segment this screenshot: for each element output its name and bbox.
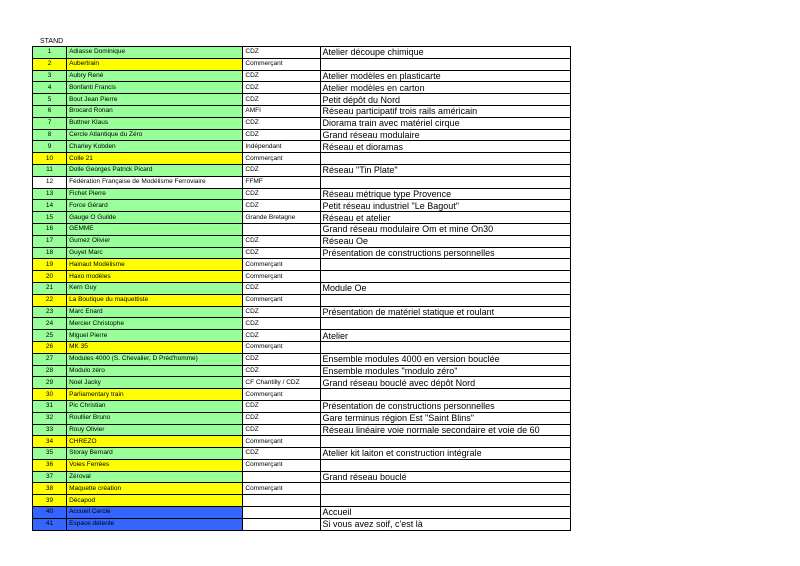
exhibitor-name-cell: Espace détente: [67, 518, 243, 530]
table-row: [33, 271, 571, 283]
exhibitor-name-cell: Buttner Klaus: [67, 117, 243, 129]
exhibitor-name-cell: Gumez Olivier: [67, 235, 243, 247]
exhibitor-type-cell: Commerçant: [243, 58, 320, 70]
stand-number-cell: 20: [33, 271, 67, 283]
exhibitor-type-cell: CF Chantilly / CDZ: [243, 377, 320, 389]
exhibit-description-cell: Grand réseau modulaire: [320, 129, 570, 141]
exhibit-description-cell: Réseau et atelier: [320, 212, 570, 224]
exhibit-description-cell: Réseau Oe: [320, 235, 570, 247]
table-row: [33, 82, 571, 94]
exhibitor-name-cell: Charley Kobden: [67, 141, 243, 153]
exhibitor-name-cell: Marc Enard: [67, 306, 243, 318]
exhibitor-type-cell: CDZ: [243, 70, 320, 82]
exhibitor-type-cell: CDZ: [243, 400, 320, 412]
table-row: [33, 94, 571, 106]
exhibit-description-cell: Ensemble modules 4000 en version bouclée: [320, 353, 570, 365]
exhibitor-name-cell: Parliamentary train: [67, 389, 243, 401]
exhibitor-name-cell: Guyet Marc: [67, 247, 243, 259]
table-row: [33, 294, 571, 306]
exhibitor-name-cell: CHREZO: [67, 436, 243, 448]
table-row: [33, 200, 571, 212]
exhibit-description-cell: [320, 153, 570, 165]
exhibitor-type-cell: CDZ: [243, 330, 320, 342]
stand-number-cell: 25: [33, 330, 67, 342]
table-row: [33, 70, 571, 82]
exhibit-description-cell: Diorama train avec matériel cirque: [320, 117, 570, 129]
exhibitor-type-cell: Commerçant: [243, 271, 320, 283]
table-row: [33, 483, 571, 495]
stand-number-cell: 21: [33, 282, 67, 294]
stand-number-cell: 34: [33, 436, 67, 448]
exhibit-description-cell: [320, 271, 570, 283]
exhibitor-type-cell: Indépendant: [243, 141, 320, 153]
stand-number-cell: 37: [33, 471, 67, 483]
exhibitor-name-cell: Zéroval: [67, 471, 243, 483]
exhibit-description-cell: [320, 58, 570, 70]
table-row: [33, 377, 571, 389]
exhibit-description-cell: Atelier modèles en plasticarte: [320, 70, 570, 82]
exhibitor-type-cell: CDZ: [243, 353, 320, 365]
table-row: [33, 223, 571, 235]
exhibitor-name-cell: Pic Christian: [67, 400, 243, 412]
stand-number-cell: 14: [33, 200, 67, 212]
table-row: [33, 341, 571, 353]
exhibit-description-cell: Atelier découpe chimique: [320, 47, 570, 59]
exhibit-description-cell: Présentation de matériel statique et roulant: [320, 306, 570, 318]
exhibitor-type-cell: Commerçant: [243, 294, 320, 306]
table-row: [33, 436, 571, 448]
exhibit-description-cell: [320, 459, 570, 471]
table-row: [33, 282, 571, 294]
exhibit-description-cell: Réseau métrique type Provence: [320, 188, 570, 200]
exhibitor-type-cell: FFMF: [243, 176, 320, 188]
table-row: [33, 400, 571, 412]
table-row: [33, 235, 571, 247]
exhibitor-name-cell: Adiasse Dominique: [67, 47, 243, 59]
stand-number-cell: 17: [33, 235, 67, 247]
stand-number-cell: 15: [33, 212, 67, 224]
table-row: [33, 47, 571, 59]
table-row: [33, 365, 571, 377]
exhibitor-name-cell: Force Gérard: [67, 200, 243, 212]
stand-number-cell: 32: [33, 412, 67, 424]
table-row: [33, 448, 571, 460]
stand-number-cell: 9: [33, 141, 67, 153]
stand-number-cell: 29: [33, 377, 67, 389]
exhibitor-type-cell: AMFI: [243, 105, 320, 117]
stand-number-cell: 10: [33, 153, 67, 165]
exhibit-description-cell: Si vous avez soif, c'est là: [320, 518, 570, 530]
exhibit-description-cell: Accueil: [320, 507, 570, 519]
exhibitor-name-cell: Colle 21: [67, 153, 243, 165]
stand-number-cell: 2: [33, 58, 67, 70]
exhibitor-name-cell: Aubry René: [67, 70, 243, 82]
table-row: [33, 117, 571, 129]
table-row: [33, 495, 571, 507]
stand-number-cell: 13: [33, 188, 67, 200]
exhibit-description-cell: [320, 259, 570, 271]
exhibitor-type-cell: CDZ: [243, 94, 320, 106]
exhibitor-name-cell: Modules 4000 (S. Chevalier, D Préd'homme): [67, 353, 243, 365]
exhibit-description-cell: Grand réseau modulaire Om et mine On30: [320, 223, 570, 235]
exhibitor-name-cell: Miguel Pierre: [67, 330, 243, 342]
stand-number-cell: 40: [33, 507, 67, 519]
exhibit-description-cell: [320, 495, 570, 507]
exhibitor-type-cell: [243, 223, 320, 235]
table-row: [33, 247, 571, 259]
exhibit-description-cell: Petit dépôt du Nord: [320, 94, 570, 106]
exhibitor-name-cell: Mercier Christophe: [67, 318, 243, 330]
stand-number-cell: 22: [33, 294, 67, 306]
stand-number-cell: 24: [33, 318, 67, 330]
exhibitor-type-cell: CDZ: [243, 365, 320, 377]
exhibitor-type-cell: CDZ: [243, 247, 320, 259]
exhibit-description-cell: Ensemble modules "modulo zéro": [320, 365, 570, 377]
stand-number-cell: 33: [33, 424, 67, 436]
table-row: [33, 507, 571, 519]
stand-number-cell: 5: [33, 94, 67, 106]
stand-number-cell: 1: [33, 47, 67, 59]
table-row: [33, 153, 571, 165]
exhibitor-type-cell: CDZ: [243, 282, 320, 294]
exhibitor-type-cell: CDZ: [243, 129, 320, 141]
exhibitor-type-cell: [243, 495, 320, 507]
exhibitor-name-cell: Noel Jacky: [67, 377, 243, 389]
stand-number-cell: 41: [33, 518, 67, 530]
exhibitor-type-cell: CDZ: [243, 424, 320, 436]
exhibit-description-cell: [320, 176, 570, 188]
exhibitor-type-cell: Grande Bretagne: [243, 212, 320, 224]
exhibitor-type-cell: CDZ: [243, 82, 320, 94]
exhibitor-name-cell: Hainaut Modélisme: [67, 259, 243, 271]
exhibitor-name-cell: Fédération Française de Modélisme Ferroviaire: [67, 176, 243, 188]
stand-number-cell: 19: [33, 259, 67, 271]
exhibitor-type-cell: [243, 518, 320, 530]
exhibit-description-cell: Grand réseau bouclé: [320, 471, 570, 483]
exhibitor-name-cell: Brocard Ronan: [67, 105, 243, 117]
exhibit-description-cell: [320, 318, 570, 330]
stand-number-cell: 16: [33, 223, 67, 235]
stand-number-cell: 3: [33, 70, 67, 82]
table-row: [33, 306, 571, 318]
exhibitor-name-cell: Cercle Atlantique du Zéro: [67, 129, 243, 141]
stands-table-body: [33, 47, 571, 531]
exhibit-description-cell: Grand réseau bouclé avec dépôt Nord: [320, 377, 570, 389]
exhibitor-name-cell: La Boutique du maquettiste: [67, 294, 243, 306]
exhibitor-type-cell: CDZ: [243, 318, 320, 330]
exhibitor-name-cell: Bout Jean Pierre: [67, 94, 243, 106]
exhibitor-name-cell: Maquette création: [67, 483, 243, 495]
exhibit-description-cell: Atelier kit laiton et construction intégrale: [320, 448, 570, 460]
exhibitor-type-cell: CDZ: [243, 164, 320, 176]
stand-caption: STAND: [40, 38, 64, 45]
exhibit-description-cell: [320, 294, 570, 306]
exhibitor-type-cell: CDZ: [243, 200, 320, 212]
table-row: [33, 105, 571, 117]
exhibit-description-cell: Réseau linéaire voie normale secondaire et voie de 60: [320, 424, 570, 436]
table-row: [33, 412, 571, 424]
table-row: [33, 259, 571, 271]
stand-number-cell: 38: [33, 483, 67, 495]
table-row: [33, 188, 571, 200]
table-row: [33, 330, 571, 342]
table-row: [33, 459, 571, 471]
table-row: [33, 318, 571, 330]
exhibitor-name-cell: Accueil Cercle: [67, 507, 243, 519]
exhibit-description-cell: Réseau et dioramas: [320, 141, 570, 153]
exhibitor-type-cell: Commerçant: [243, 153, 320, 165]
exhibitor-name-cell: Bonfanti Francis: [67, 82, 243, 94]
exhibitor-name-cell: MK 35: [67, 341, 243, 353]
exhibitor-name-cell: Fichet Pierre: [67, 188, 243, 200]
exhibit-description-cell: Présentation de constructions personnelles: [320, 400, 570, 412]
table-row: [33, 129, 571, 141]
exhibit-description-cell: Réseau participatif trois rails américain: [320, 105, 570, 117]
exhibitor-type-cell: CDZ: [243, 448, 320, 460]
exhibit-description-cell: Module Oe: [320, 282, 570, 294]
exhibitor-type-cell: CDZ: [243, 47, 320, 59]
exhibitor-name-cell: Voies Ferrées: [67, 459, 243, 471]
stand-number-cell: 18: [33, 247, 67, 259]
exhibitor-type-cell: Commerçant: [243, 459, 320, 471]
exhibitor-name-cell: Storay Bernard: [67, 448, 243, 460]
exhibit-description-cell: Atelier: [320, 330, 570, 342]
exhibitor-name-cell: Haxo modèles: [67, 271, 243, 283]
exhibitor-name-cell: Rouy Olivier: [67, 424, 243, 436]
exhibit-description-cell: [320, 341, 570, 353]
stand-number-cell: 36: [33, 459, 67, 471]
exhibitor-name-cell: Gauge O Guilde: [67, 212, 243, 224]
stand-number-cell: 39: [33, 495, 67, 507]
exhibit-description-cell: Gare terminus région Est "Saint Blins": [320, 412, 570, 424]
stand-number-cell: 27: [33, 353, 67, 365]
exhibitor-type-cell: Commerçant: [243, 341, 320, 353]
exhibitor-name-cell: Dolle Georges Patrick Picard: [67, 164, 243, 176]
stand-number-cell: 4: [33, 82, 67, 94]
table-row: [33, 389, 571, 401]
stand-number-cell: 30: [33, 389, 67, 401]
exhibit-description-cell: Atelier modèles en carton: [320, 82, 570, 94]
exhibitor-type-cell: CDZ: [243, 306, 320, 318]
exhibitor-type-cell: Commerçant: [243, 389, 320, 401]
table-row: [33, 58, 571, 70]
exhibit-description-cell: Réseau "Tin Plate": [320, 164, 570, 176]
exhibit-description-cell: [320, 483, 570, 495]
exhibit-description-cell: [320, 389, 570, 401]
exhibitor-name-cell: Aubertrain: [67, 58, 243, 70]
exhibitor-name-cell: Modulo zéro: [67, 365, 243, 377]
exhibitor-type-cell: CDZ: [243, 235, 320, 247]
exhibitor-type-cell: CDZ: [243, 117, 320, 129]
exhibitor-type-cell: [243, 507, 320, 519]
table-row: [33, 212, 571, 224]
exhibitor-name-cell: GEMME: [67, 223, 243, 235]
stand-number-cell: 35: [33, 448, 67, 460]
exhibit-description-cell: Présentation de constructions personnelles: [320, 247, 570, 259]
table-row: [33, 164, 571, 176]
exhibitor-name-cell: Roullier Bruno: [67, 412, 243, 424]
exhibit-description-cell: [320, 436, 570, 448]
stand-number-cell: 8: [33, 129, 67, 141]
exhibitor-type-cell: Commerçant: [243, 483, 320, 495]
stand-number-cell: 11: [33, 164, 67, 176]
exhibitor-name-cell: Décapod: [67, 495, 243, 507]
exhibitor-type-cell: CDZ: [243, 412, 320, 424]
exhibitor-type-cell: [243, 471, 320, 483]
stand-number-cell: 7: [33, 117, 67, 129]
table-row: [33, 176, 571, 188]
stand-number-cell: 23: [33, 306, 67, 318]
table-row: [33, 353, 571, 365]
stands-table: [32, 46, 571, 531]
exhibitor-type-cell: CDZ: [243, 188, 320, 200]
exhibitor-name-cell: Kern Guy: [67, 282, 243, 294]
exhibitor-type-cell: Commerçant: [243, 436, 320, 448]
stand-number-cell: 28: [33, 365, 67, 377]
table-row: [33, 518, 571, 530]
stand-number-cell: 26: [33, 341, 67, 353]
stand-number-cell: 31: [33, 400, 67, 412]
exhibitor-type-cell: Commerçant: [243, 259, 320, 271]
table-row: [33, 424, 571, 436]
exhibit-description-cell: Petit réseau industriel "Le Bagout": [320, 200, 570, 212]
table-row: [33, 141, 571, 153]
stand-number-cell: 12: [33, 176, 67, 188]
stand-number-cell: 6: [33, 105, 67, 117]
table-row: [33, 471, 571, 483]
